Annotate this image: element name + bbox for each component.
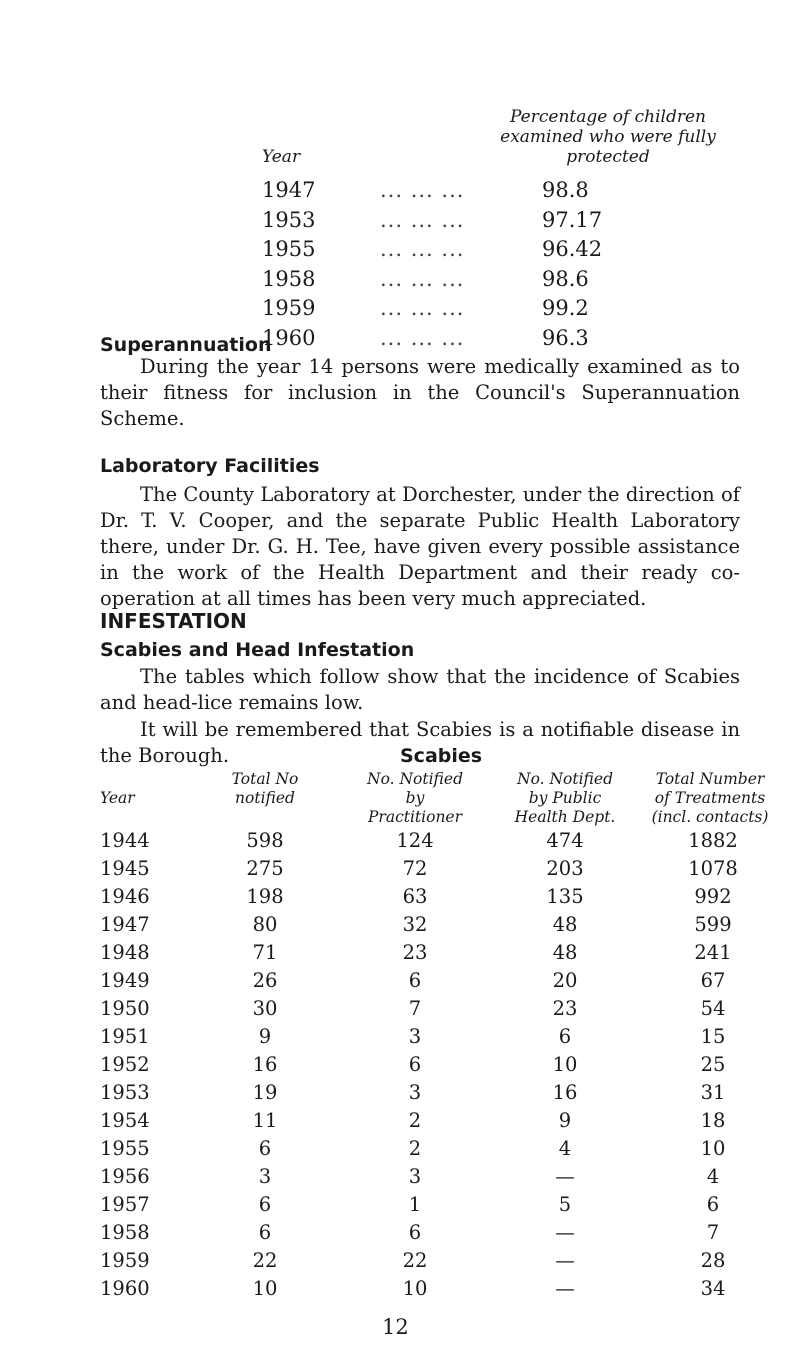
scabies-cell-treatments: 4: [706, 1165, 720, 1188]
scabies-cell-practitioner: 6: [408, 969, 422, 992]
infestation-text-2: It will be remembered that Scabies is a notifiable disease in the Borough.: [100, 718, 740, 767]
scabies-cell-practitioner: 6: [408, 1221, 422, 1244]
scabies-row: [100, 913, 740, 941]
scabies-cell-total: 198: [246, 885, 284, 908]
scabies-cell-public: 135: [546, 885, 584, 908]
scabies-cell-treatments: 10: [700, 1137, 726, 1160]
scabies-cell-year: 1959: [100, 1249, 150, 1272]
percentage-header-line: examined who were fully: [500, 127, 716, 147]
scabies-cell-practitioner: 6: [408, 1053, 422, 1076]
scabies-cell-total: 6: [258, 1221, 272, 1244]
scabies-cell-public: 48: [552, 941, 578, 964]
header-line: Total Number: [655, 770, 765, 788]
scabies-cell-total: 6: [258, 1193, 272, 1216]
header-line: (incl. contacts): [651, 808, 769, 826]
scabies-cell-year: 1950: [100, 997, 150, 1020]
scabies-row: [100, 941, 740, 969]
scabies-cell-total: 80: [252, 913, 278, 936]
immunisation-year: 1958: [262, 266, 316, 291]
scabies-cell-practitioner: 10: [402, 1277, 428, 1300]
scabies-row: [100, 1053, 740, 1081]
scabies-cell-year: 1954: [100, 1109, 150, 1132]
scabies-col-year-header: [100, 789, 150, 808]
percentage-header-line: Percentage of children: [510, 107, 706, 127]
scabies-cell-total: 71: [252, 941, 278, 964]
scabies-cell-treatments: 1882: [688, 829, 738, 852]
scabies-cell-total: 9: [258, 1025, 272, 1048]
leader-dots: ... ... ...: [380, 207, 465, 232]
leader-dots: ... ... ...: [380, 266, 465, 291]
leader-dots: ... ... ...: [380, 237, 465, 261]
scabies-row: [100, 1137, 740, 1165]
scabies-row: [100, 885, 740, 913]
scabies-cell-total: 10: [252, 1277, 278, 1300]
scabies-cell-public: 203: [546, 857, 584, 880]
scabies-cell-treatments: 54: [700, 997, 726, 1020]
scabies-cell-practitioner: 3: [408, 1025, 422, 1048]
scabies-cell-practitioner: 22: [402, 1249, 428, 1272]
infestation-paragraph-1: [100, 664, 740, 716]
immunisation-year: 1955: [262, 237, 316, 261]
immunisation-percentage: 98.8: [542, 178, 589, 202]
scabies-cell-public: 20: [552, 969, 578, 992]
scabies-cell-public: 6: [558, 1025, 572, 1048]
scabies-cell-treatments: 28: [700, 1249, 726, 1272]
leader-dots: ... ... ...: [380, 296, 465, 320]
laboratory-paragraph: [100, 482, 740, 612]
superannuation-paragraph: [100, 354, 740, 432]
scabies-cell-year: 1957: [100, 1193, 150, 1216]
scabies-cell-year: 1945: [100, 857, 150, 880]
scabies-cell-practitioner: 7: [408, 997, 422, 1020]
immunisation-row: [262, 296, 662, 328]
immunisation-row: [262, 208, 662, 240]
header-line: by: [405, 789, 425, 807]
scabies-row: [100, 1025, 740, 1053]
scabies-cell-public: —: [555, 1165, 575, 1188]
scabies-cell-treatments: 31: [700, 1081, 726, 1104]
scabies-cell-public: 16: [552, 1081, 578, 1104]
scabies-cell-year: 1958: [100, 1221, 150, 1244]
scabies-row: [100, 857, 740, 885]
scabies-cell-year: 1948: [100, 941, 150, 964]
scabies-cell-public: 48: [552, 913, 578, 936]
immunisation-percentage: 98.6: [542, 266, 589, 291]
scabies-cell-total: 6: [258, 1137, 272, 1160]
scabies-cell-year: 1952: [100, 1053, 150, 1076]
scabies-cell-practitioner: 2: [408, 1109, 422, 1132]
scabies-cell-total: 3: [258, 1165, 272, 1188]
scabies-cell-year: 1953: [100, 1081, 150, 1104]
scabies-cell-total: 22: [252, 1249, 278, 1272]
immunisation-year: 1960: [262, 325, 316, 350]
scabies-cell-public: 4: [558, 1137, 572, 1160]
scabies-col-public-header: [495, 770, 635, 827]
scabies-table-title: Scabies: [400, 745, 483, 767]
header-line: notified: [235, 789, 295, 807]
header-line: Total No: [231, 770, 299, 788]
page-number: 12: [382, 1315, 409, 1339]
scabies-cell-treatments: 67: [700, 969, 726, 992]
scabies-cell-total: 275: [246, 857, 284, 880]
header-line: Practitioner: [367, 808, 463, 826]
scabies-cell-practitioner: 2: [408, 1137, 422, 1160]
immunisation-row: [262, 267, 662, 299]
scabies-row: [100, 1109, 740, 1137]
scabies-cell-public: —: [555, 1249, 575, 1272]
header-line: of Treatments: [654, 789, 766, 807]
scabies-cell-public: 10: [552, 1053, 578, 1076]
scabies-head-infestation-subheading: Scabies and Head Infestation: [100, 639, 415, 661]
scabies-cell-year: 1955: [100, 1137, 150, 1160]
superannuation-text: During the year 14 persons were medically examined as to their fitness for inclusion in the Council's Superannuation Scheme.: [100, 355, 740, 430]
scabies-cell-year: 1949: [100, 969, 150, 992]
header-line: No. Notified: [367, 770, 463, 788]
header-line: by Public: [528, 789, 602, 807]
scabies-cell-practitioner: 32: [402, 913, 428, 936]
scabies-cell-treatments: 15: [700, 1025, 726, 1048]
scabies-cell-treatments: 34: [700, 1277, 726, 1300]
immunisation-percentage: 96.42: [542, 237, 603, 261]
scabies-cell-year: 1956: [100, 1165, 150, 1188]
immunisation-row: [262, 237, 662, 269]
immunisation-percentage-header: [500, 107, 716, 167]
scabies-cell-public: 23: [552, 997, 578, 1020]
immunisation-percentage: 96.3: [542, 325, 589, 350]
scabies-cell-public: 5: [558, 1193, 572, 1216]
scabies-cell-total: 30: [252, 997, 278, 1020]
scabies-cell-practitioner: 23: [402, 941, 428, 964]
scabies-cell-public: —: [555, 1221, 575, 1244]
scabies-cell-practitioner: 3: [408, 1165, 422, 1188]
scabies-row: [100, 1277, 740, 1305]
scabies-cell-treatments: 992: [694, 885, 732, 908]
scabies-col-treatments-header: [630, 770, 790, 827]
scabies-cell-total: 26: [252, 969, 278, 992]
scabies-col-total-header: [210, 770, 320, 808]
leader-dots: ... ... ...: [380, 325, 465, 350]
scabies-cell-treatments: 1078: [688, 857, 738, 880]
scabies-cell-practitioner: 72: [402, 857, 428, 880]
scabies-cell-public: —: [555, 1277, 575, 1300]
immunisation-year: 1947: [262, 178, 316, 202]
scabies-cell-total: 16: [252, 1053, 278, 1076]
laboratory-heading: Laboratory Facilities: [100, 455, 320, 477]
scabies-cell-year: 1960: [100, 1277, 150, 1300]
infestation-heading: INFESTATION: [100, 609, 247, 633]
scabies-cell-treatments: 25: [700, 1053, 726, 1076]
scabies-cell-practitioner: 63: [402, 885, 428, 908]
scabies-row: [100, 1249, 740, 1277]
header-line: Health Dept.: [514, 808, 616, 826]
laboratory-text: The County Laboratory at Dorchester, under the direction of Dr. T. V. Cooper, and the separate Public Health Laboratory there, under Dr. G. H. Tee, have given every possible assistance in the work of the Health Department and their ready co-operation at all times has been very much appreciated.: [100, 483, 740, 610]
scabies-cell-total: 11: [252, 1109, 278, 1132]
leader-dots: ... ... ...: [380, 178, 465, 202]
scabies-cell-treatments: 241: [694, 941, 732, 964]
superannuation-heading: Superannuation: [100, 334, 272, 356]
scabies-cell-treatments: 599: [694, 913, 732, 936]
scabies-cell-year: 1944: [100, 829, 150, 852]
scabies-row: [100, 1165, 740, 1193]
scabies-cell-practitioner: 124: [396, 829, 434, 852]
scabies-row: [100, 1221, 740, 1249]
scabies-cell-public: 474: [546, 829, 584, 852]
header-line: Year: [100, 789, 135, 807]
scabies-cell-public: 9: [558, 1109, 572, 1132]
immunisation-row: [262, 178, 662, 210]
scabies-cell-treatments: 18: [700, 1109, 726, 1132]
scabies-cell-year: 1951: [100, 1025, 150, 1048]
immunisation-percentage: 99.2: [542, 296, 589, 320]
scabies-col-practitioner-header: [345, 770, 485, 827]
scabies-cell-practitioner: 1: [408, 1193, 422, 1216]
scabies-cell-treatments: 6: [706, 1193, 720, 1216]
scabies-cell-total: 19: [252, 1081, 278, 1104]
percentage-header-line: protected: [566, 147, 650, 167]
scabies-cell-year: 1947: [100, 913, 150, 936]
scabies-row: [100, 1193, 740, 1221]
immunisation-year-header: Year: [262, 147, 301, 167]
infestation-text-1: The tables which follow show that the incidence of Scabies and head-lice remains low.: [100, 665, 740, 714]
header-line: No. Notified: [517, 770, 613, 788]
immunisation-percentage: 97.17: [542, 207, 603, 232]
immunisation-row: [262, 326, 662, 358]
scabies-row: [100, 829, 740, 857]
scabies-row: [100, 1081, 740, 1109]
scabies-cell-year: 1946: [100, 885, 150, 908]
scabies-cell-total: 598: [246, 829, 284, 852]
immunisation-year: 1953: [262, 207, 316, 232]
scabies-row: [100, 997, 740, 1025]
immunisation-year: 1959: [262, 296, 316, 320]
scabies-row: [100, 969, 740, 997]
scabies-cell-treatments: 7: [706, 1221, 720, 1244]
scabies-cell-practitioner: 3: [408, 1081, 422, 1104]
